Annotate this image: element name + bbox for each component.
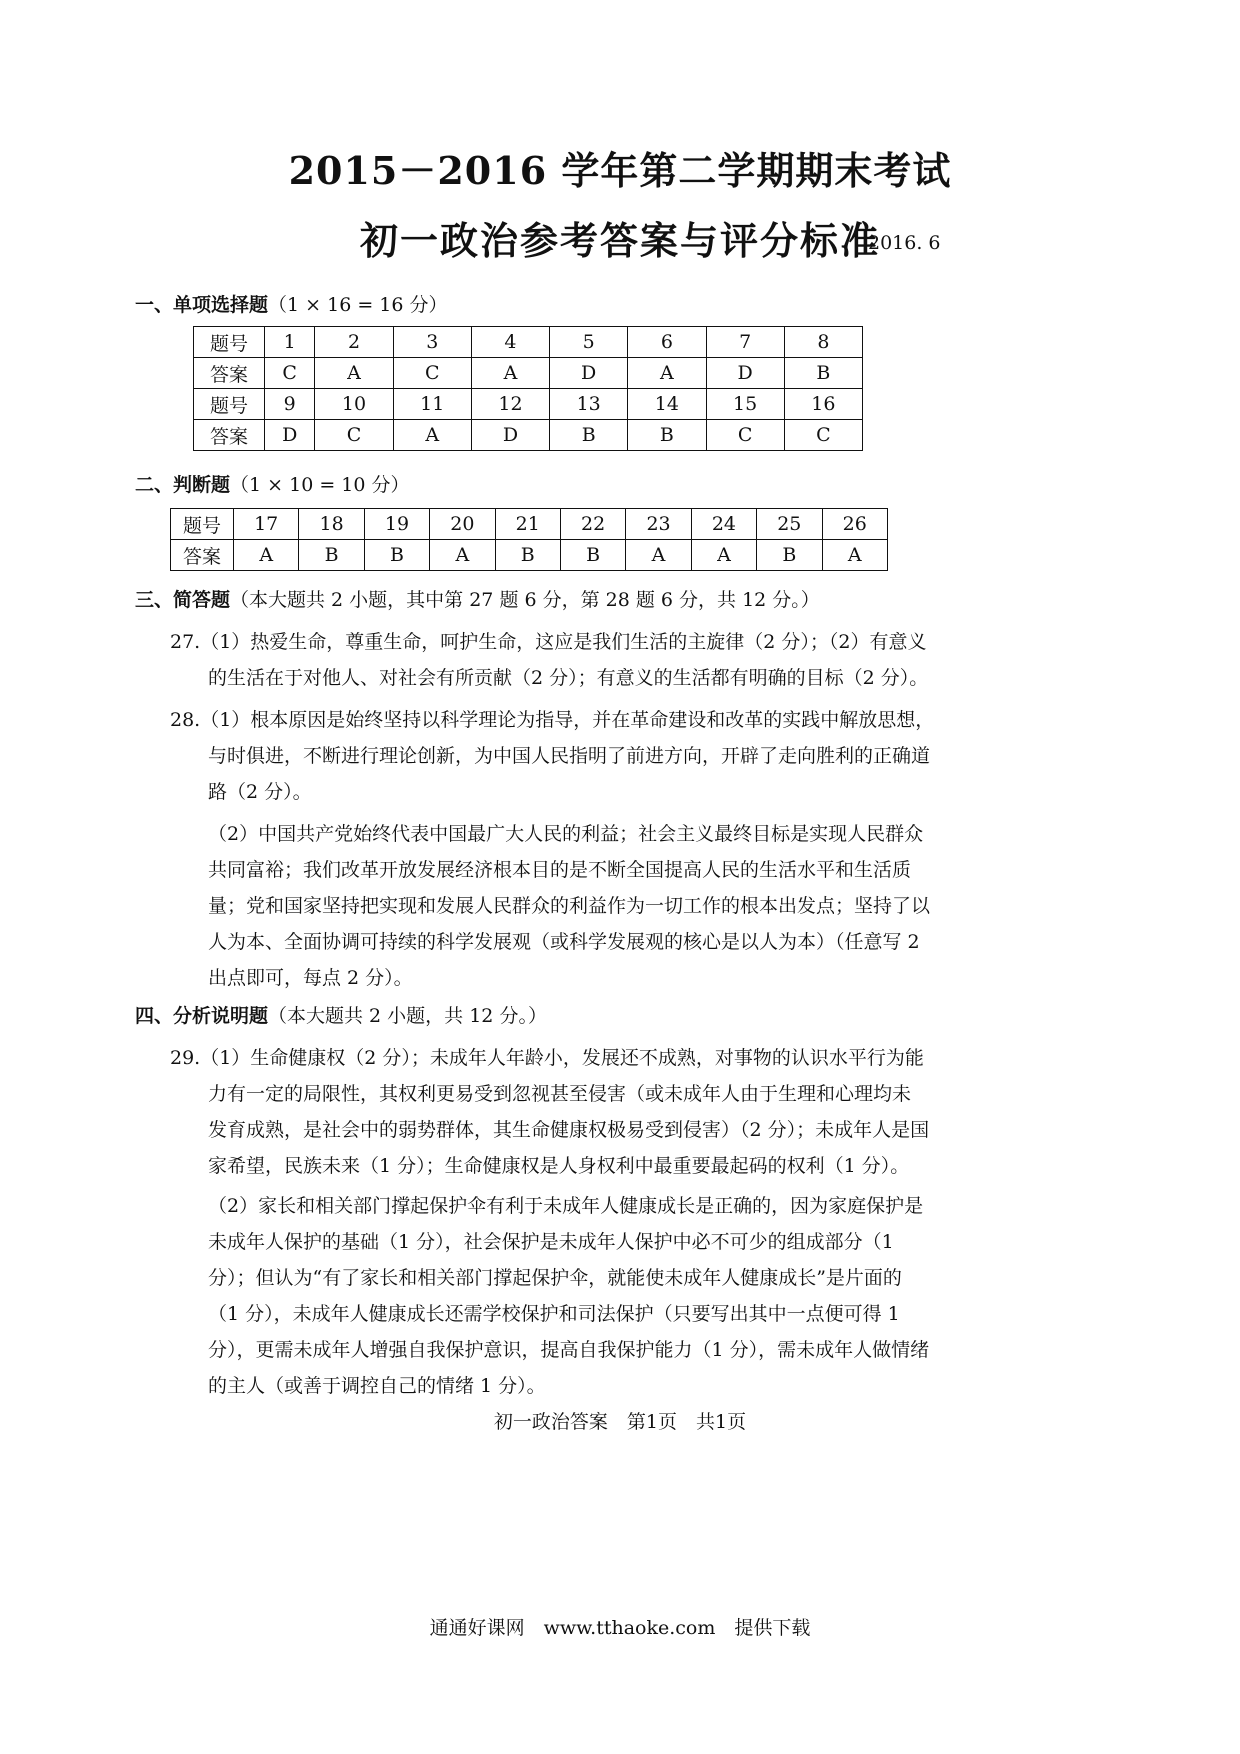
q28-text: （2）中国共产党始终代表中国最广大人民的利益；社会主义最终目标是实现人民群众 bbox=[208, 823, 924, 845]
page-footer: 初一政治答案 第1页 共1页 bbox=[493, 1411, 747, 1433]
q29-text: 未成年人保护的基础（1 分），社会保护是未成年人保护中必不可少的组成部分（1 bbox=[208, 1231, 894, 1253]
question-number: 15 bbox=[706, 389, 784, 420]
answer-cell: B bbox=[550, 420, 628, 451]
section4-heading bbox=[135, 1001, 547, 1028]
document-subtitle: 初一政治参考答案与评分标准 bbox=[359, 218, 880, 263]
q28-text: 28.（1）根本原因是始终坚持以科学理论为指导，并在革命建设和改革的实践中解放思想， bbox=[170, 709, 935, 731]
question-number: 23 bbox=[626, 509, 691, 540]
answer-cell: B bbox=[784, 358, 862, 389]
table-row bbox=[194, 389, 863, 420]
section2-heading bbox=[135, 470, 410, 497]
row-label: 题号 bbox=[194, 389, 265, 420]
answer-cell: B bbox=[628, 420, 706, 451]
question-number: 25 bbox=[757, 509, 822, 540]
question-number: 22 bbox=[560, 509, 625, 540]
row-label: 题号 bbox=[194, 327, 265, 358]
answer-cell: A bbox=[234, 540, 299, 571]
table-row bbox=[171, 540, 888, 571]
section1-answer-table bbox=[193, 326, 863, 451]
q29-text: （2）家长和相关部门撑起保护伞有利于未成年人健康成长是正确的，因为家庭保护是 bbox=[208, 1195, 924, 1217]
row-label: 答案 bbox=[171, 540, 234, 571]
answer-cell: B bbox=[364, 540, 429, 571]
table-row bbox=[194, 358, 863, 389]
question-number: 1 bbox=[265, 327, 315, 358]
question-number: 6 bbox=[628, 327, 706, 358]
q28-text: 共同富裕；我们改革开放发展经济根本目的是不断全国提高人民的生活水平和生活质 bbox=[208, 859, 912, 881]
question-number: 10 bbox=[315, 389, 393, 420]
answer-cell: A bbox=[471, 358, 549, 389]
answer-cell: D bbox=[550, 358, 628, 389]
answer-cell: A bbox=[691, 540, 756, 571]
answer-cell: A bbox=[393, 420, 471, 451]
question-number: 7 bbox=[706, 327, 784, 358]
question-number: 3 bbox=[393, 327, 471, 358]
answer-cell: D bbox=[706, 358, 784, 389]
table-row bbox=[194, 420, 863, 451]
answer-cell: A bbox=[628, 358, 706, 389]
answer-cell: B bbox=[495, 540, 560, 571]
section3-note: （本大题共 2 小题，其中第 27 题 6 分，第 28 题 6 分，共 12 分。） bbox=[230, 589, 820, 611]
question-number: 26 bbox=[822, 509, 887, 540]
section1-note: （1 × 16 = 16 分） bbox=[268, 294, 448, 316]
section2-title: 二、判断题 bbox=[135, 474, 231, 496]
answer-cell: B bbox=[757, 540, 822, 571]
row-label: 答案 bbox=[194, 358, 265, 389]
section3-heading bbox=[135, 585, 820, 612]
answer-cell: B bbox=[560, 540, 625, 571]
row-label: 答案 bbox=[194, 420, 265, 451]
q29-text: 分），更需未成年人增强自我保护意识，提高自我保护能力（1 分），需未成年人做情绪 bbox=[208, 1339, 930, 1361]
question-number: 21 bbox=[495, 509, 560, 540]
q29-text: 的主人（或善于调控自己的情绪 1 分）。 bbox=[208, 1375, 546, 1397]
q28-text: 量；党和国家坚持把实现和发展人民群众的利益作为一切工作的根本出发点；坚持了以 bbox=[208, 895, 931, 917]
q29-text: 分）；但认为“有了家长和相关部门撑起保护伞，就能使未成年人健康成长”是片面的 bbox=[208, 1267, 902, 1289]
question-number: 9 bbox=[265, 389, 315, 420]
answer-cell: C bbox=[393, 358, 471, 389]
answer-cell: A bbox=[430, 540, 495, 571]
question-number: 20 bbox=[430, 509, 495, 540]
row-label: 题号 bbox=[171, 509, 234, 540]
table-row bbox=[171, 509, 888, 540]
q27-text: 27.（1）热爱生命，尊重生命，呵护生命，这应是我们生活的主旋律（2 分）；（2）有意义 bbox=[170, 631, 927, 653]
question-number: 4 bbox=[471, 327, 549, 358]
question-number: 19 bbox=[364, 509, 429, 540]
section4-note: （本大题共 2 小题，共 12 分。） bbox=[268, 1005, 547, 1027]
answer-cell: B bbox=[299, 540, 364, 571]
source-line: 通通好课网 www.tthaoke.com 提供下载 bbox=[429, 1617, 811, 1639]
section1-heading bbox=[135, 290, 448, 317]
question-number: 8 bbox=[784, 327, 862, 358]
document-title: 2015－2016 学年第二学期期末考试 bbox=[288, 148, 952, 193]
question-number: 18 bbox=[299, 509, 364, 540]
q28-text: 人为本、全面协调可持续的科学发展观（或科学发展观的核心是以人为本）（任意写 2 bbox=[208, 931, 920, 953]
q29-text: 力有一定的局限性，其权利更易受到忽视甚至侵害（或未成年人由于生理和心理均未 bbox=[208, 1083, 912, 1105]
section2-note: （1 × 10 = 10 分） bbox=[230, 474, 410, 496]
q29-text: （1 分），未成年人健康成长还需学校保护和司法保护（只要写出其中一点便可得 1 bbox=[208, 1303, 900, 1325]
question-number: 11 bbox=[393, 389, 471, 420]
q29-text: 家希望，民族未来（1 分）；生命健康权是人身权利中最重要最起码的权利（1 分）。 bbox=[208, 1155, 910, 1177]
answer-cell: C bbox=[265, 358, 315, 389]
q29-text: 29.（1）生命健康权（2 分）；未成年人年龄小，发展还不成熟，对事物的认识水平行为能 bbox=[170, 1047, 924, 1069]
question-number: 24 bbox=[691, 509, 756, 540]
answer-cell: D bbox=[471, 420, 549, 451]
answer-cell: A bbox=[315, 358, 393, 389]
section4-title: 四、分析说明题 bbox=[135, 1005, 269, 1027]
answer-cell: C bbox=[315, 420, 393, 451]
question-number: 5 bbox=[550, 327, 628, 358]
document-date: 2016. 6 bbox=[868, 232, 941, 254]
table-row bbox=[194, 327, 863, 358]
q28-text: 出点即可，每点 2 分）。 bbox=[208, 967, 413, 989]
answer-cell: C bbox=[784, 420, 862, 451]
section1-title: 一、单项选择题 bbox=[135, 294, 269, 316]
section3-title: 三、简答题 bbox=[135, 589, 231, 611]
q28-text: 与时俱进，不断进行理论创新，为中国人民指明了前进方向，开辟了走向胜利的正确道 bbox=[208, 745, 931, 767]
answer-cell: C bbox=[706, 420, 784, 451]
question-number: 17 bbox=[234, 509, 299, 540]
question-number: 12 bbox=[471, 389, 549, 420]
question-number: 16 bbox=[784, 389, 862, 420]
q29-text: 发育成熟，是社会中的弱势群体，其生命健康权极易受到侵害）（2 分）；未成年人是国 bbox=[208, 1119, 930, 1141]
question-number: 14 bbox=[628, 389, 706, 420]
answer-cell: D bbox=[265, 420, 315, 451]
q28-text: 路（2 分）。 bbox=[208, 781, 312, 803]
question-number: 2 bbox=[315, 327, 393, 358]
question-number: 13 bbox=[550, 389, 628, 420]
answer-cell: A bbox=[822, 540, 887, 571]
q27-text: 的生活在于对他人、对社会有所贡献（2 分）；有意义的生活都有明确的目标（2 分）。 bbox=[208, 667, 929, 689]
section2-answer-table bbox=[170, 508, 888, 571]
answer-cell: A bbox=[626, 540, 691, 571]
